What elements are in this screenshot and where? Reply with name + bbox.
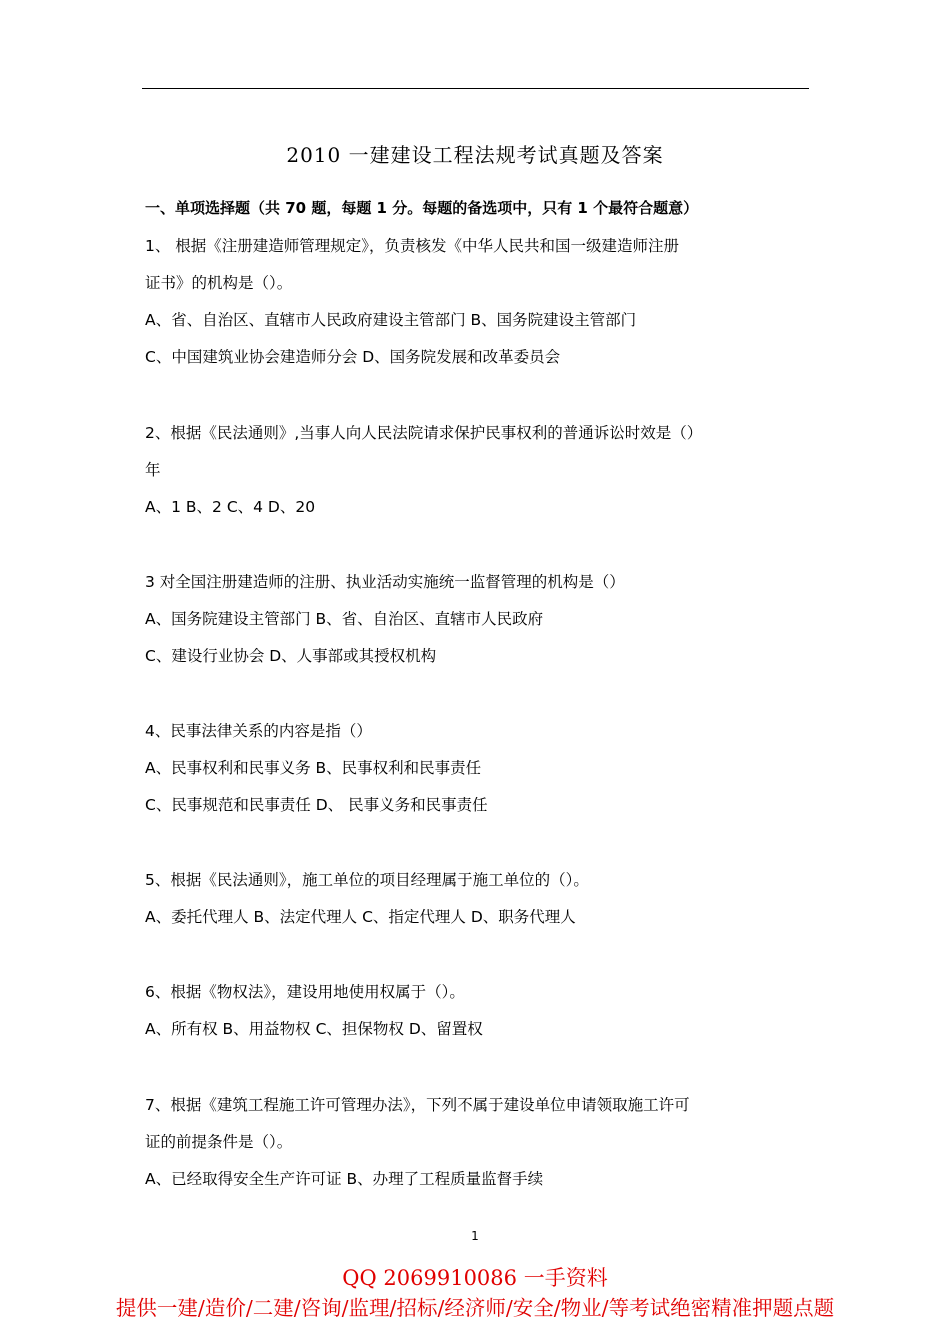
question-line: 2、根据《民法通则》,当事人向人民法院请求保护民事权利的普通诉讼时效是（）: [145, 424, 703, 442]
question-1: [145, 228, 825, 376]
question-line: 6、根据《物权法》，建设用地使用权属于（）。: [145, 983, 465, 1001]
question-line: 1、 根据《注册建造师管理规定》，负责核发《中华人民共和国一级建造师注册: [145, 237, 680, 255]
question-line: 年: [145, 461, 161, 479]
question-line: 5、根据《民法通则》，施工单位的项目经理属于施工单位的（）。: [145, 871, 589, 889]
question-option-line: C、民事规范和民事责任 D、 民事义务和民事责任: [145, 796, 488, 814]
question-option-line: C、中国建筑业协会建造师分会 D、国务院发展和改革委员会: [145, 348, 561, 366]
question-3: [145, 564, 825, 675]
document-title: 2010 一建建设工程法规考试真题及答案: [286, 143, 664, 167]
section-heading: 一、单项选择题（共 70 题，每题 1 分。每题的备选项中，只有 1 个最符合题意）: [145, 199, 699, 217]
footer-contact: QQ 2069910086 一手资料: [342, 1266, 608, 1290]
question-option-line: A、已经取得安全生产许可证 B、办理了工程质量监督手续: [145, 1170, 544, 1188]
footer-promo: 提供一建/造价/二建/咨询/监理/招标/经济师/安全/物业/等考试绝密精准押题点题: [115, 1296, 835, 1320]
question-2: [145, 415, 825, 526]
question-4: [145, 713, 825, 824]
question-option-line: A、省、自治区、直辖市人民政府建设主管部门 B、国务院建设主管部门: [145, 311, 637, 329]
question-line: 7、根据《建筑工程施工许可管理办法》，下列不属于建设单位申请领取施工许可: [145, 1096, 690, 1114]
question-option-line: A、所有权 B、用益物权 C、担保物权 D、留置权: [145, 1020, 483, 1038]
question-line: 证的前提条件是（）。: [145, 1133, 293, 1151]
question-line: 4、民事法律关系的内容是指（）: [145, 722, 372, 740]
question-option-line: A、1 B、2 C、4 D、20: [145, 498, 316, 516]
question-6: [145, 974, 825, 1048]
question-option-line: A、国务院建设主管部门 B、省、自治区、直辖市人民政府: [145, 610, 544, 628]
question-option-line: A、民事权利和民事义务 B、民事权利和民事责任: [145, 759, 482, 777]
question-option-line: C、建设行业协会 D、人事部或其授权机构: [145, 647, 437, 665]
question-line: 3 对全国注册建造师的注册、执业活动实施统一监督管理的机构是（）: [145, 573, 625, 591]
question-line: 证书》的机构是（）。: [145, 274, 293, 292]
question-option-line: A、委托代理人 B、法定代理人 C、指定代理人 D、职务代理人: [145, 908, 576, 926]
question-5: [145, 862, 825, 936]
header-rule: [142, 88, 809, 89]
question-7: [145, 1087, 825, 1198]
page-number: 1: [471, 1229, 479, 1243]
